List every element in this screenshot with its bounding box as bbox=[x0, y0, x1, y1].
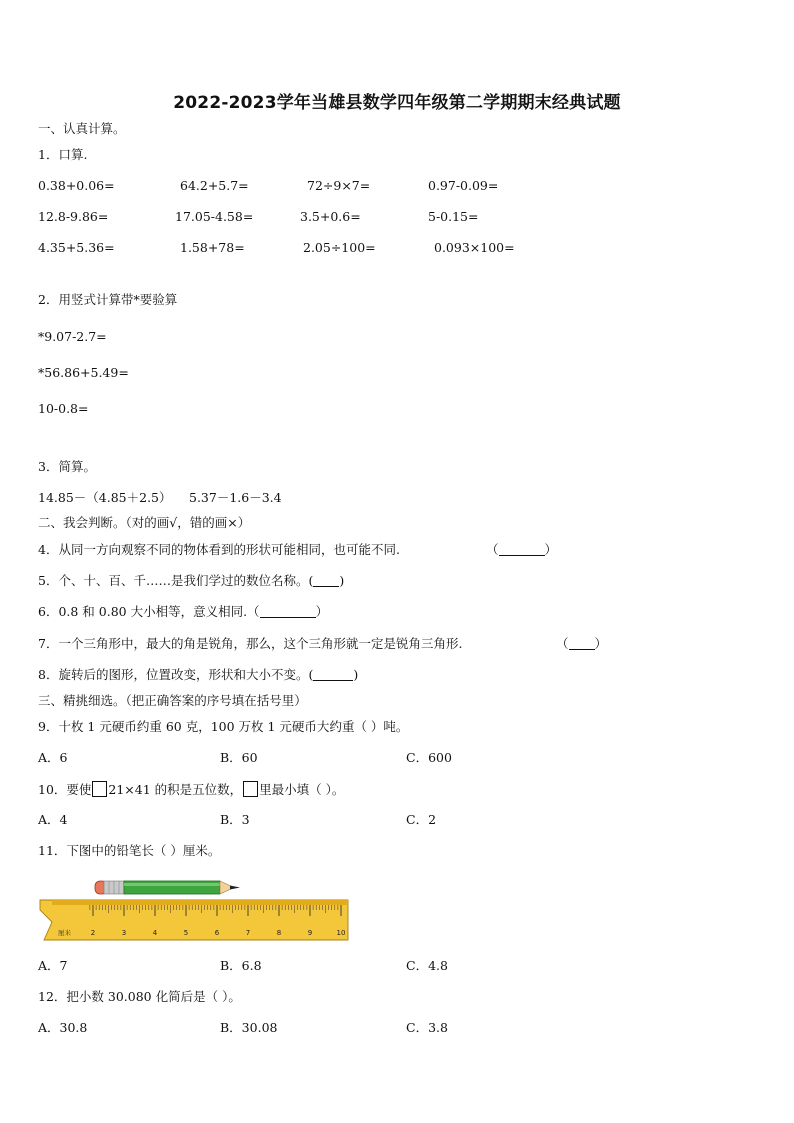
ruler-unit-label: 厘米 bbox=[58, 929, 71, 937]
digit-box bbox=[243, 781, 258, 797]
question-8: 8．旋转后的图形，位置改变，形状和大小不变。( ) bbox=[38, 667, 359, 682]
option-c[interactable]: C．2 bbox=[406, 812, 437, 827]
option-c[interactable]: C．3.8 bbox=[406, 1020, 448, 1035]
answer-blank-q7[interactable]: （ ） bbox=[556, 636, 608, 651]
section-3-heading: 三、精挑细选。（把正确答案的序号填在括号里） bbox=[38, 693, 307, 708]
ruler-number: 7 bbox=[245, 929, 251, 937]
vertical-calc-item: *9.07-2.7= bbox=[38, 329, 107, 344]
question-4: 4．从同一方向观察不同的物体看到的形状可能相同，也可能不同. bbox=[38, 542, 400, 557]
question-9: 9．十枚 1 元硬币约重 60 克，100 万枚 1 元硬币大约重（ ）吨。 bbox=[38, 719, 409, 734]
math-item: 17.05-4.58= bbox=[175, 209, 254, 224]
option-a[interactable]: A．4 bbox=[38, 812, 68, 827]
ruler-number: 10 bbox=[336, 929, 346, 937]
question-3-title: 3．简算。 bbox=[38, 459, 96, 474]
question-6: 6．0.8 和 0.80 大小相等，意义相同.（ ） bbox=[38, 604, 329, 619]
math-item: 0.97-0.09= bbox=[428, 178, 499, 193]
question-10: 10．要使 21×41 的积是五位数， 里最小填（ ）。 bbox=[38, 782, 345, 797]
math-item: 5-0.15= bbox=[428, 209, 479, 224]
math-item: 1.58+78= bbox=[180, 240, 245, 255]
vertical-calc-item: 10-0.8= bbox=[38, 401, 89, 416]
math-item: 64.2+5.7= bbox=[180, 178, 249, 193]
math-item: 72÷9×7= bbox=[307, 178, 371, 193]
answer-blank-q5[interactable] bbox=[313, 574, 339, 587]
ruler-icon bbox=[40, 900, 348, 940]
question-11: 11．下图中的铅笔长（ ）厘米。 bbox=[38, 843, 221, 858]
section-1-heading: 一、认真计算。 bbox=[38, 121, 126, 136]
page-title: 2022-2023学年当雄县数学四年级第二学期期末经典试题 bbox=[173, 93, 621, 113]
math-item: 2.05÷100= bbox=[303, 240, 376, 255]
option-b[interactable]: B．3 bbox=[220, 812, 250, 827]
option-b[interactable]: B．30.08 bbox=[220, 1020, 278, 1035]
math-item: 3.5+0.6= bbox=[300, 209, 361, 224]
option-c[interactable]: C．600 bbox=[406, 750, 452, 765]
math-item: 0.38+0.06= bbox=[38, 178, 115, 193]
question-1-title: 1．口算. bbox=[38, 147, 88, 162]
math-item: 0.093×100= bbox=[434, 240, 515, 255]
answer-blank-q6[interactable] bbox=[260, 605, 316, 618]
pencil-ruler-figure bbox=[38, 874, 350, 944]
simplify-item: 5.37－1.6－3.4 bbox=[189, 490, 282, 505]
ruler-number: 6 bbox=[214, 929, 220, 937]
option-a[interactable]: A．6 bbox=[38, 750, 68, 765]
ruler-number: 4 bbox=[152, 929, 158, 937]
digit-box bbox=[92, 781, 107, 797]
math-item: 4.35+5.36= bbox=[38, 240, 115, 255]
question-5: 5．个、十、百、千……是我们学过的数位名称。( ) bbox=[38, 573, 345, 588]
ruler-number: 2 bbox=[90, 929, 96, 937]
answer-blank-q8[interactable] bbox=[313, 668, 353, 681]
option-c[interactable]: C．4.8 bbox=[406, 958, 448, 973]
option-a[interactable]: A．30.8 bbox=[38, 1020, 88, 1035]
answer-blank-q4[interactable]: （ ） bbox=[486, 542, 558, 557]
ruler-number: 3 bbox=[121, 929, 127, 937]
simplify-item: 14.85－（4.85＋2.5） bbox=[38, 490, 172, 505]
ruler-number: 5 bbox=[183, 929, 189, 937]
question-2-title: 2．用竖式计算带*要验算 bbox=[38, 292, 178, 307]
option-b[interactable]: B．6.8 bbox=[220, 958, 262, 973]
question-7: 7．一个三角形中，最大的角是锐角，那么，这个三角形就一定是锐角三角形. bbox=[38, 636, 463, 651]
option-b[interactable]: B．60 bbox=[220, 750, 258, 765]
option-a[interactable]: A．7 bbox=[38, 958, 68, 973]
section-2-heading: 二、我会判断。（对的画√，错的画×） bbox=[38, 515, 251, 530]
ruler-number: 9 bbox=[307, 929, 313, 937]
ruler-number: 8 bbox=[276, 929, 282, 937]
pencil-icon bbox=[95, 881, 240, 894]
vertical-calc-item: *56.86+5.49= bbox=[38, 365, 129, 380]
math-item: 12.8-9.86= bbox=[38, 209, 109, 224]
question-12: 12．把小数 30.080 化简后是（ ）。 bbox=[38, 989, 241, 1004]
